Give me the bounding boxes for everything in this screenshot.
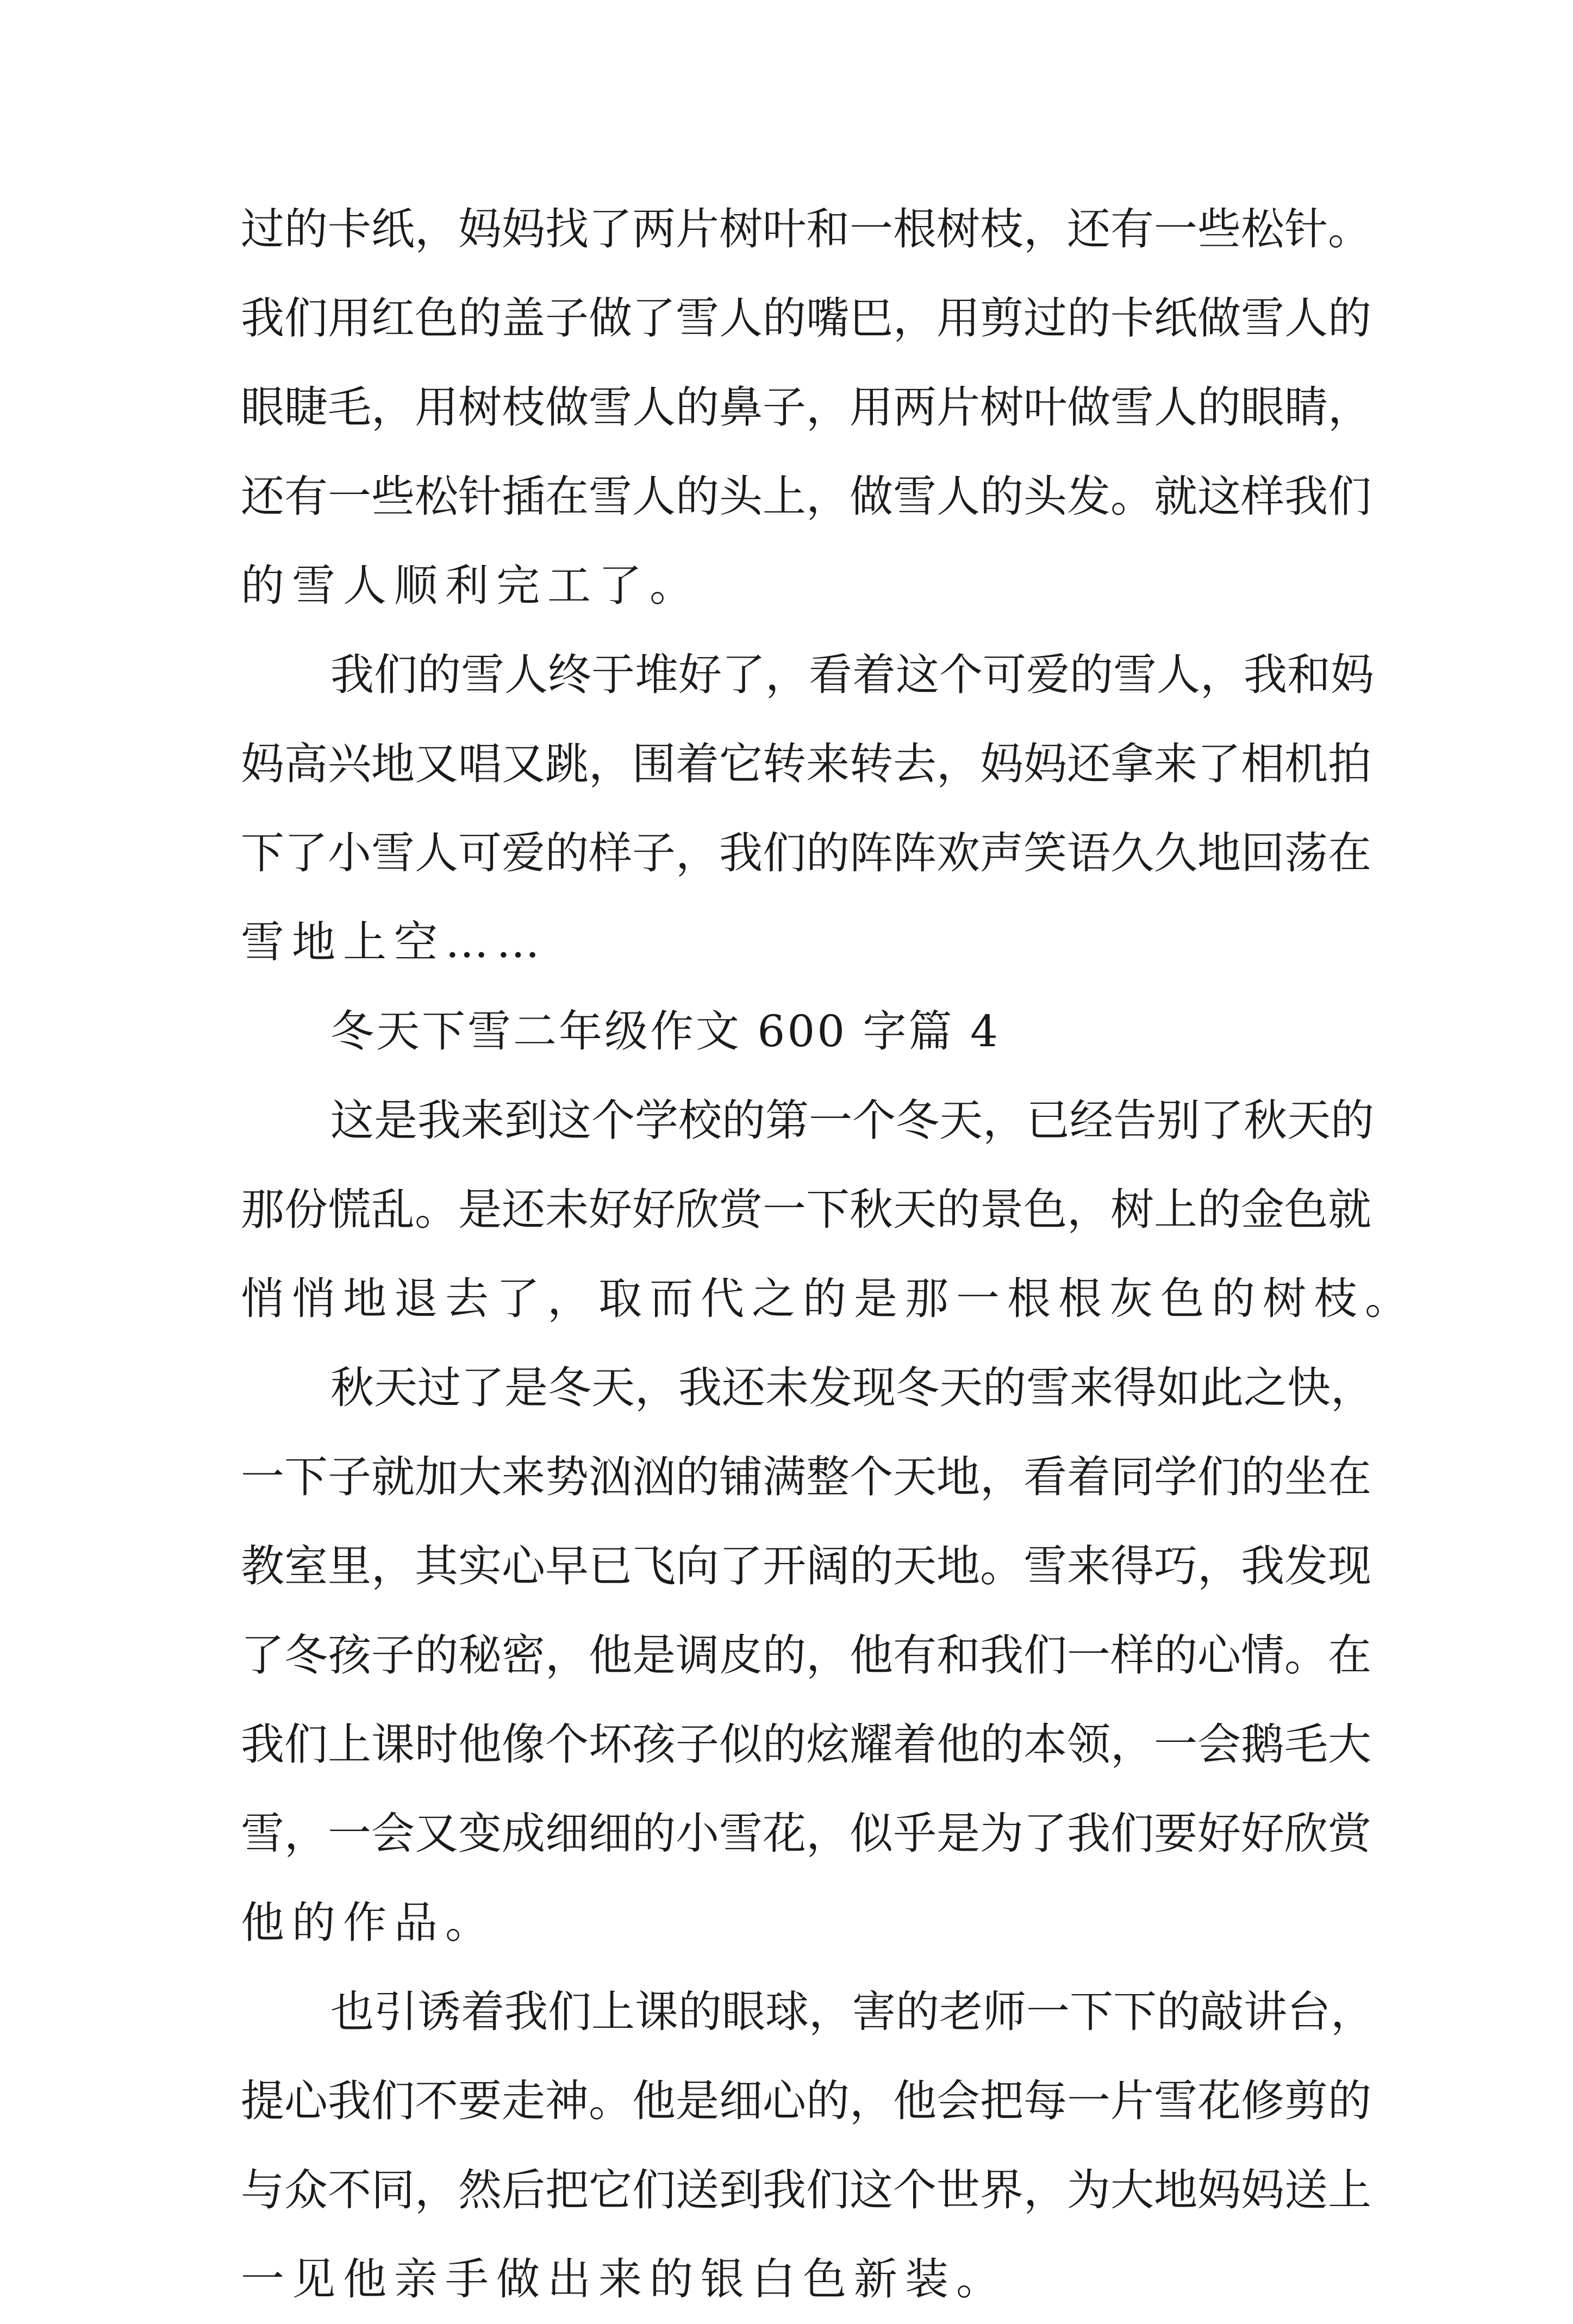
text-line: 那份慌乱。是还未好好欣赏一下秋天的景色，树上的金色就 <box>241 1184 1371 1235</box>
section-heading: 冬天下雪二年级作文 600 字篇 4 <box>330 1006 1000 1057</box>
text-line: 与众不同，然后把它们送到我们这个世界，为大地妈妈送上 <box>241 2165 1371 2215</box>
text-line: 过的卡纸，妈妈找了两片树叶和一根树枝，还有一些松针。 <box>241 204 1371 254</box>
text-line: 提心我们不要走神。他是细心的，他会把每一片雪花修剪的 <box>241 2076 1371 2126</box>
text-line: 一下子就加大来势汹汹的铺满整个天地，看着同学们的坐在 <box>241 1452 1371 1502</box>
text-line: 我们用红色的盖子做了雪人的嘴巴，用剪过的卡纸做雪人的 <box>241 293 1371 343</box>
text-line: 眼睫毛，用树枝做雪人的鼻子，用两片树叶做雪人的眼睛， <box>241 382 1371 433</box>
text-line: 教室里，其实心早已飞向了开阔的天地。雪来得巧，我发现 <box>241 1541 1371 1591</box>
text-line: 也引诱着我们上课的眼球，害的老师一下下的敲讲台， <box>330 1986 1374 2037</box>
text-line: 妈高兴地又唱又跳，围着它转来转去，妈妈还拿来了相机拍 <box>241 739 1371 789</box>
text-line: 了冬孩子的秘密，他是调皮的，他有和我们一样的心情。在 <box>241 1630 1371 1680</box>
text-line: 秋天过了是冬天，我还未发现冬天的雪来得如此之快， <box>330 1363 1374 1413</box>
text-line: 这是我来到这个学校的第一个冬天，已经告别了秋天的 <box>330 1095 1374 1146</box>
text-line: 的雪人顺利完工了。 <box>241 560 701 611</box>
text-line: 一见他亲手做出来的银白色新装。 <box>241 2254 1007 2304</box>
text-line: 他的作品。 <box>241 1897 496 1948</box>
text-line: 悄悄地退去了，取而代之的是那一根根灰色的树枝。 <box>241 1273 1416 1324</box>
text-line: 还有一些松针插在雪人的头上，做雪人的头发。就这样我们 <box>241 471 1371 522</box>
text-line: 我们上课时他像个坏孩子似的炫耀着他的本领，一会鹅毛大 <box>241 1719 1371 1770</box>
text-line: 我们的雪人终于堆好了，看着这个可爱的雪人，我和妈 <box>330 649 1374 700</box>
text-line: 雪地上空…… <box>241 917 547 967</box>
text-line: 下了小雪人可爱的样子，我们的阵阵欢声笑语久久地回荡在 <box>241 828 1371 878</box>
essay-body <box>241 185 1416 2324</box>
text-line: 雪，一会又变成细细的小雪花，似乎是为了我们要好好欣赏 <box>241 1808 1371 1859</box>
